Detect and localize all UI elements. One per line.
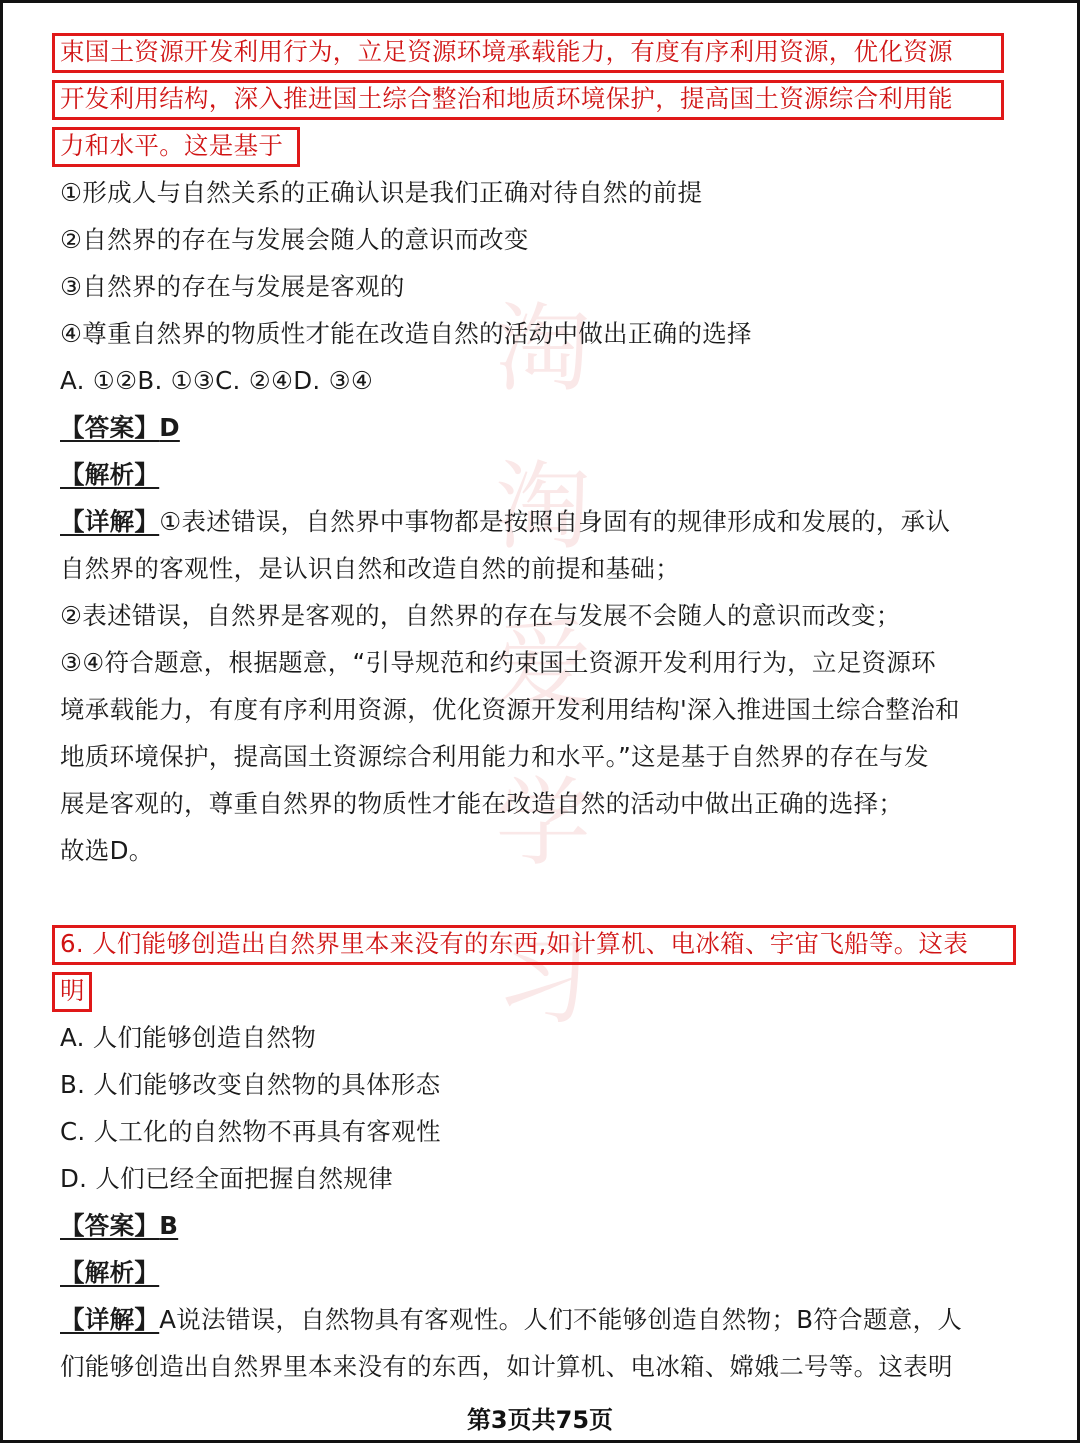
- q6-detail-first: [60, 1296, 1020, 1343]
- question6-stem: [60, 920, 1020, 1014]
- q6-detail-line: 们能够创造出自然界里本来没有的东西，如计算机、电冰箱、嫦娥二号等。这表明: [60, 1352, 953, 1381]
- page-number: 第3页共75页: [466, 1406, 614, 1434]
- document-body: [60, 28, 1020, 1390]
- analysis-label: 【解析】: [60, 1258, 160, 1287]
- q6-option-c: C. 人工化的自然物不再具有客观性: [60, 1117, 441, 1146]
- q5-answer: [60, 404, 1020, 451]
- q5-detail-line: 故选D。: [60, 836, 154, 865]
- answer-value: D: [159, 413, 180, 442]
- detail-text: ①表述错误，自然界中事物都是按照自身固有的规律形成和发展的，承认: [159, 507, 951, 536]
- q5-statement-1: ①形成人与自然关系的正确认识是我们正确对待自然的前提: [60, 178, 703, 207]
- highlight-box: [52, 80, 1004, 120]
- q5-statement-2: ②自然界的存在与发展会随人的意识而改变: [60, 225, 529, 254]
- highlight-box: [52, 925, 1016, 965]
- detail-text: A说法错误，自然物具有客观性。人们不能够创造自然物；B符合题意，人: [159, 1305, 963, 1334]
- q6-answer: [60, 1202, 1020, 1249]
- answer-value: B: [159, 1211, 179, 1240]
- q5-statement-3: ③自然界的存在与发展是客观的: [60, 272, 405, 301]
- highlight-box: [52, 972, 92, 1012]
- q6-analysis: [60, 1249, 1020, 1296]
- detail-label: 【详解】: [60, 1305, 160, 1334]
- q5-options: A. ①②B. ①③C. ②④D. ③④: [60, 366, 374, 395]
- question5-stem: [60, 28, 1020, 169]
- q5-statement-4: ④尊重自然界的物质性才能在改造自然的活动中做出正确的选择: [60, 319, 752, 348]
- q6-stem-line-1: 6. 人们能够创造出自然界里本来没有的东西,如计算机、电冰箱、宇宙飞船等。这表: [60, 929, 969, 958]
- q5-stem-line-3: 力和水平。这是基于: [60, 131, 284, 160]
- analysis-label: 【解析】: [60, 460, 160, 489]
- watermark: 淘 淘 爱 学 习: [495, 293, 591, 1037]
- q5-detail-line: ③④符合题意，根据题意，“引导规范和约束国土资源开发利用行为，立足资源环: [60, 648, 936, 677]
- q5-detail-line: 地质环境保护，提高国土资源综合利用能力和水平。”这是基于自然界的存在与发: [60, 742, 929, 771]
- q6-option-d: D. 人们已经全面把握自然规律: [60, 1164, 393, 1193]
- highlight-box: [52, 127, 300, 167]
- q5-stem-line-2: 开发利用结构，深入推进国土综合整治和地质环境保护，提高国土资源综合利用能: [60, 84, 953, 113]
- answer-label: 【答案】: [60, 1211, 160, 1240]
- q6-stem-line-2: 明: [60, 976, 85, 1005]
- q5-detail-first: [60, 498, 1020, 545]
- q5-detail-line: 展是客观的，尊重自然界的物质性才能在改造自然的活动中做出正确的选择；: [60, 789, 904, 818]
- q6-option-a: A. 人们能够创造自然物: [60, 1023, 317, 1052]
- q6-option-b: B. 人们能够改变自然物的具体形态: [60, 1070, 441, 1099]
- q5-detail-line: 境承载能力，有度有序利用资源，优化资源开发利用结构'深入推进国土综合整治和: [60, 695, 960, 724]
- answer-label: 【答案】: [60, 413, 160, 442]
- q5-stem-line-1: 束国土资源开发利用行为，立足资源环境承载能力，有度有序利用资源，优化资源: [60, 37, 953, 66]
- highlight-box: [52, 33, 1004, 73]
- q5-analysis: [60, 451, 1020, 498]
- q5-detail-line: 自然界的客观性，是认识自然和改造自然的前提和基础；: [60, 554, 680, 583]
- q5-detail-line: ②表述错误，自然界是客观的，自然界的存在与发展不会随人的意识而改变；: [60, 601, 901, 630]
- detail-label: 【详解】: [60, 507, 160, 536]
